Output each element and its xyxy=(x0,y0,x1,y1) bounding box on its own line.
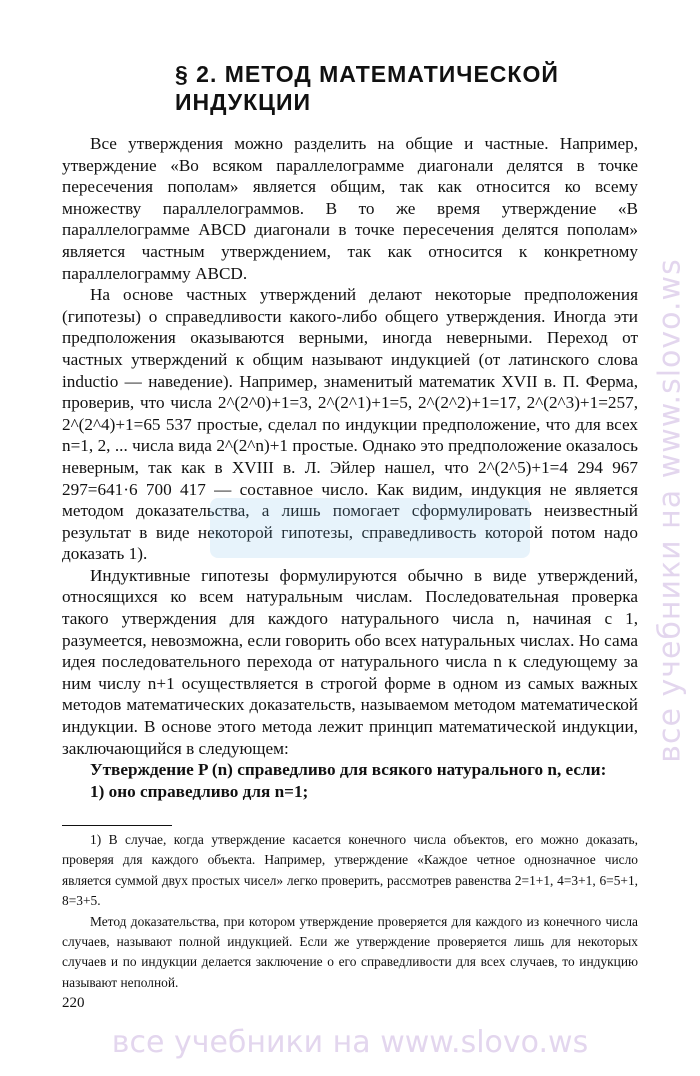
section-heading-line-1: § 2. МЕТОД МАТЕМАТИЧЕСКОЙ xyxy=(175,61,559,87)
watermark-bottom: все учебники на www.slovo.ws xyxy=(111,1025,589,1060)
footnotes xyxy=(62,830,638,993)
main-text xyxy=(62,133,638,802)
page-number: 220 xyxy=(62,995,85,1011)
paragraph-3 xyxy=(62,565,638,759)
section-heading-line-2: ИНДУКЦИИ xyxy=(175,89,312,115)
paragraph-1 xyxy=(62,133,638,284)
section-heading xyxy=(175,60,615,116)
paragraph-3-text: Индуктивные гипотезы формулируются обычно в виде утверждений, относящихся ко всем натуральным числам. Последовательная проверка такого утверждения для каждого натурального числа n, начиная с 1, разумеется, невозможна, если говорить обо всех натуральных числах. Но сама идея последовательного перехода от натурального числа n к следующему за ним числу n+1 осуществляется в строгой форме в одном из самых важных методов математических доказательств, называемом методом математической индукции. В основе этого метода лежит принцип математической индукции, заключающийся в следующем: xyxy=(62,565,638,758)
watermark-highlight xyxy=(210,498,530,558)
paragraph-1-text: Все утверждения можно разделить на общие и частные. Например, утверждение «Во всяком параллелограмме диагонали делятся в точке пересечения пополам» является общим, так как относится ко всему множеству параллелограммов. В то же время утверждение «В параллелограмме ABCD диагонали в точке пересечения делятся пополам» является частным утверждением, так как относится к конкретному параллелограмму ABCD. xyxy=(62,134,638,283)
watermark-vertical xyxy=(645,100,695,920)
paragraph-2-text: На основе частных утверждений делают некоторые предположения (гипотезы) о справедливости какого-либо общего утверждения. Иногда эти предположения оказываются верными, иногда неверными. Переход от частных утверждений к общим называют индукцией (от латинского слова inductio — наведение). Например, знаменитый математик XVII в. П. Ферма, проверив, что числа 2^(2^0)+1=3, 2^(2^1)+1=5, 2^(2^2)+1=17, 2^(2^3)+1=257, 2^(2^4)+1=65 537 простые, сделал по индукции предположение, что для всех n=1, 2, ... числа вида 2^(2^n)+1 простые. Однако это предположение оказалось неверным, так как в XVIII в. Л. Эйлер нашел, что 2^(2^5)+1=4 294 967 297=641·6 700 417 — составное число. Как видим, индукция не является методом доказательства, а лишь помогает сформулировать неизвестный результат в виде некоторой гипотезы, справедливость которой потом надо доказать 1). xyxy=(62,285,638,564)
footnote-2: Метод доказательства, при котором утверждение проверяется для каждого из конечного числа случаев, называют полной индукцией. Если же утверждение проверяется лишь для некоторых случаев и по индукции делается заключение о его справедливости для всех случаев, то индукцию называют неполной. xyxy=(62,913,638,990)
principle-statement: Утверждение P (n) справедливо для всякого натурального n, если: xyxy=(90,760,607,780)
footnote-separator xyxy=(62,825,172,826)
footnote-1: 1) В случае, когда утверждение касается конечного числа объектов, его можно доказать, проверяя для каждого объекта. Например, утверждение «Каждое четное однозначное число является суммой двух простых чисел» легко проверить, рассмотрев равенства 2=1+1, 4=3+1, 6=5+1, 8=3+5. xyxy=(62,832,638,909)
principle-item-1: 1) оно справедливо для n=1; xyxy=(90,781,309,801)
watermark-vertical-text: все учебники на www.slovo.ws xyxy=(652,257,688,763)
